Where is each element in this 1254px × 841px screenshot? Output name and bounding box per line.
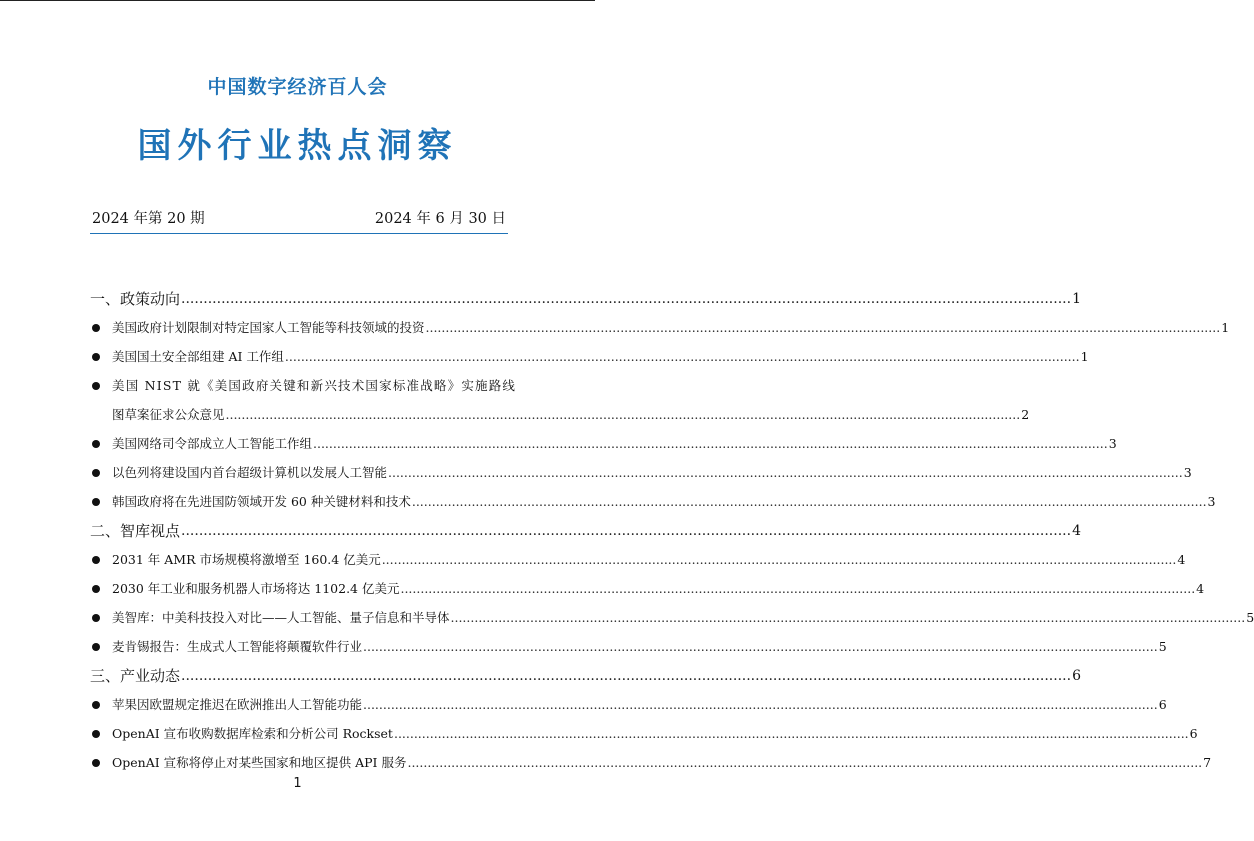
toc-item-entry[interactable] [90, 348, 1089, 366]
toc-item-page: 4 [1196, 581, 1205, 596]
organization-name: 中国数字经济百人会 [207, 76, 388, 98]
toc-item-page: 1 [1221, 320, 1230, 335]
bullet-icon [92, 556, 100, 564]
toc-leader-dots: ........................................................................................................................................................................................................ [388, 465, 1183, 480]
toc-item-page: 7 [1203, 755, 1212, 770]
toc-leader-dots: ........................................................................................................................................................................................................ [363, 639, 1158, 654]
issue-date: 2024 年 6 月 30 日 [374, 211, 506, 227]
toc-item-page: 6 [1189, 726, 1198, 741]
toc-item-page: 3 [1207, 494, 1216, 509]
toc-item-entry[interactable] [90, 754, 1212, 772]
toc-item-title: 美国国土安全部组建 AI 工作组 [112, 349, 284, 364]
publication-title: 国外行业热点洞察 [137, 126, 458, 166]
toc-section-title: 二、智库视点 [90, 522, 181, 540]
toc-leader-dots: ........................................................................................................................................................................................................ [411, 494, 1207, 509]
toc-section-page: 1 [1072, 291, 1081, 307]
toc-item-entry[interactable] [90, 319, 1230, 337]
toc-item-entry[interactable] [90, 464, 1192, 482]
toc-item-entry[interactable] [90, 435, 1117, 453]
toc-item-title: 苹果因欧盟规定推迟在欧洲推出人工智能功能 [112, 697, 363, 712]
bullet-icon [92, 382, 100, 390]
toc-item-entry[interactable] [90, 493, 1216, 511]
toc-item-title: 以色列将建设国内首台超级计算机以发展人工智能 [112, 465, 388, 480]
bullet-icon [92, 498, 100, 506]
toc-item-entry[interactable] [90, 580, 1205, 598]
toc-item-title: 2030 年工业和服务机器人市场将达 1102.4 亿美元 [112, 581, 400, 596]
toc-leader-dots: ........................................................................................................................................................................................................ [225, 407, 1021, 422]
toc-item-page: 5 [1158, 639, 1167, 654]
toc-item-page: 6 [1158, 697, 1167, 712]
toc-section-page: 6 [1072, 668, 1081, 684]
toc-section-title: 一、政策动向 [90, 290, 181, 308]
toc-item-entry[interactable] [90, 638, 1167, 656]
bullet-icon [92, 759, 100, 767]
toc-section-entry[interactable] [90, 667, 1081, 685]
toc-section-entry[interactable] [90, 522, 1081, 540]
toc-leader-dots: ........................................................................................................................................................................................................ [407, 755, 1203, 770]
toc-item-entry[interactable] [90, 377, 517, 395]
toc-leader-dots: ........................................................................................................................................................................................................ [450, 610, 1246, 625]
toc-leader-dots: ........................................................................................................................................................................................................ [181, 523, 1072, 539]
toc-item-entry[interactable] [90, 609, 1254, 627]
top-border-rule [0, 0, 595, 1]
toc-leader-dots: ........................................................................................................................................................................................................ [181, 668, 1072, 684]
toc-item-title: OpenAI 宣称将停止对某些国家和地区提供 API 服务 [112, 755, 407, 770]
toc-item-title: 麦肯锡报告：生成式人工智能将颠覆软件行业 [112, 639, 363, 654]
bullet-icon [92, 324, 100, 332]
header-divider [90, 233, 508, 234]
toc-leader-dots: ........................................................................................................................................................................................................ [284, 349, 1080, 364]
bullet-icon [92, 469, 100, 477]
toc-leader-dots: ........................................................................................................................................................................................................ [313, 436, 1108, 451]
toc-leader-dots: ........................................................................................................................................................................................................ [425, 320, 1221, 335]
bullet-icon [92, 353, 100, 361]
toc-item-title: 美智库：中美科技投入对比——人工智能、量子信息和半导体 [112, 610, 450, 625]
toc-item-title: 美国网络司令部成立人工智能工作组 [112, 436, 313, 451]
issue-number: 2024 年第 20 期 [92, 211, 205, 227]
bullet-icon [92, 643, 100, 651]
table-of-contents [90, 290, 1254, 783]
toc-leader-dots: ........................................................................................................................................................................................................ [381, 552, 1177, 567]
toc-item-page: 5 [1246, 610, 1254, 625]
issue-info-row [92, 207, 506, 228]
bullet-icon [92, 614, 100, 622]
toc-leader-dots: ........................................................................................................................................................................................................ [181, 291, 1072, 307]
toc-item-page: 3 [1183, 465, 1192, 480]
toc-section-entry[interactable] [90, 290, 1081, 308]
bullet-icon [92, 440, 100, 448]
toc-item-page: 4 [1177, 552, 1186, 567]
toc-item-title: 2031 年 AMR 市场规模将激增至 160.4 亿美元 [112, 552, 381, 567]
toc-item-entry[interactable] [90, 725, 1198, 743]
page-number: 1 [293, 776, 302, 791]
toc-item-title: 美国政府计划限制对特定国家人工智能等科技领域的投资 [112, 320, 425, 335]
bullet-icon [92, 730, 100, 738]
toc-item-page: 2 [1021, 407, 1030, 422]
toc-item-page: 1 [1080, 349, 1089, 364]
bullet-icon [92, 701, 100, 709]
toc-item-title-cont: 图草案征求公众意见 [112, 407, 225, 422]
toc-item-entry[interactable] [90, 551, 1186, 569]
toc-item-entry[interactable] [90, 696, 1167, 714]
toc-leader-dots: ........................................................................................................................................................................................................ [393, 726, 1189, 741]
toc-section-title: 三、产业动态 [90, 667, 181, 685]
toc-item-title: OpenAI 宣布收购数据库检索和分析公司 Rockset [112, 726, 393, 741]
toc-leader-dots: ........................................................................................................................................................................................................ [400, 581, 1196, 596]
toc-item-continuation[interactable] [90, 406, 1030, 424]
toc-item-title: 韩国政府将在先进国防领域开发 60 种关键材料和技术 [112, 494, 411, 509]
toc-item-page: 3 [1108, 436, 1117, 451]
bullet-icon [92, 585, 100, 593]
toc-leader-dots: ........................................................................................................................................................................................................ [363, 697, 1158, 712]
toc-section-page: 4 [1072, 523, 1081, 539]
toc-item-title: 美国 NIST 就《美国政府关键和新兴技术国家标准战略》实施路线 [112, 378, 517, 393]
